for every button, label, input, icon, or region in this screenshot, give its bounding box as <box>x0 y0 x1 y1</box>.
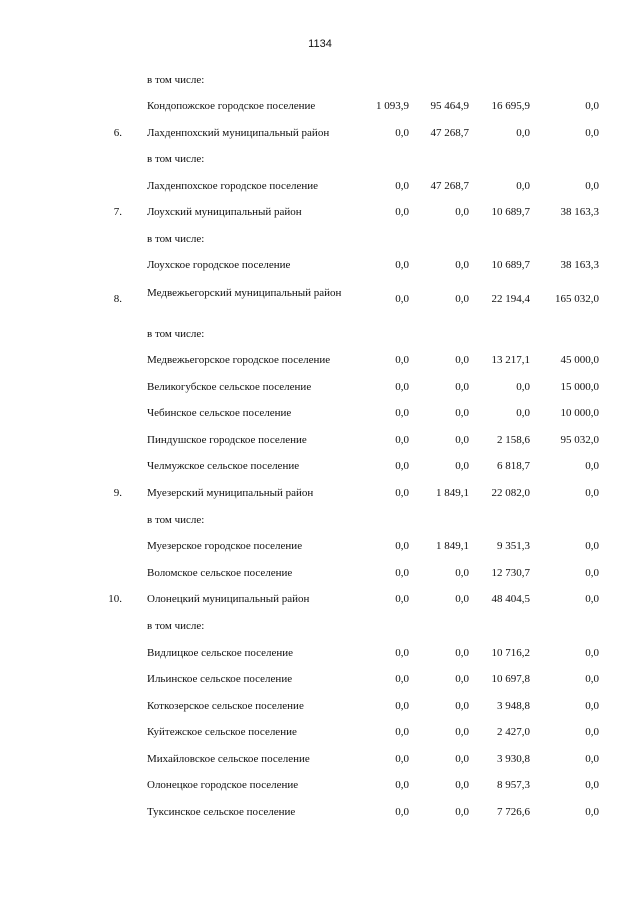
value-cell: 0,0 <box>585 460 599 472</box>
value-cell: 0,0 <box>585 487 599 499</box>
value-cell: 3 948,8 <box>497 700 530 712</box>
value-cell: 0,0 <box>395 354 409 366</box>
row-name: Лоухский муниципальный район <box>147 206 302 218</box>
row-number: 10. <box>108 593 122 605</box>
value-cell: 15 000,0 <box>560 381 599 393</box>
value-cell: 0,0 <box>395 381 409 393</box>
row-number: 6. <box>113 127 122 139</box>
value-cell: 22 194,4 <box>491 293 530 305</box>
value-cell: 0,0 <box>585 806 599 818</box>
value-cell: 0,0 <box>395 407 409 419</box>
value-cell: 0,0 <box>585 673 599 685</box>
value-cell: 0,0 <box>455 567 469 579</box>
value-cell: 22 082,0 <box>491 487 530 499</box>
value-cell: 0,0 <box>455 673 469 685</box>
value-cell: 0,0 <box>585 700 599 712</box>
row-name: Лоухское городское поселение <box>147 259 291 271</box>
value-cell: 0,0 <box>455 206 469 218</box>
value-cell: 0,0 <box>455 293 469 305</box>
value-cell: 45 000,0 <box>560 354 599 366</box>
value-cell: 0,0 <box>395 567 409 579</box>
value-cell: 0,0 <box>516 407 530 419</box>
value-cell: 0,0 <box>585 779 599 791</box>
value-cell: 38 163,3 <box>560 259 599 271</box>
value-cell: 0,0 <box>395 180 409 192</box>
value-cell: 0,0 <box>395 487 409 499</box>
row-name: Ильинское сельское поселение <box>147 673 293 685</box>
value-cell: 2 158,6 <box>497 434 530 446</box>
row-number: 9. <box>113 487 122 499</box>
value-cell: 0,0 <box>585 726 599 738</box>
value-cell: 10 697,8 <box>491 673 530 685</box>
value-cell: 0,0 <box>395 293 409 305</box>
row-name: Великогубское сельское поселение <box>147 381 312 393</box>
row-name: в том числе: <box>147 74 205 86</box>
value-cell: 0,0 <box>585 127 599 139</box>
value-cell: 0,0 <box>455 700 469 712</box>
value-cell: 9 351,3 <box>497 540 530 552</box>
row-name: Чебинское сельское поселение <box>147 407 292 419</box>
row-name: в том числе: <box>147 233 205 245</box>
value-cell: 0,0 <box>395 127 409 139</box>
value-cell: 0,0 <box>395 753 409 765</box>
value-cell: 0,0 <box>395 647 409 659</box>
value-cell: 48 404,5 <box>491 593 530 605</box>
value-cell: 13 217,1 <box>491 354 530 366</box>
value-cell: 0,0 <box>455 407 469 419</box>
value-cell: 6 818,7 <box>497 460 530 472</box>
value-cell: 0,0 <box>516 381 530 393</box>
row-name: в том числе: <box>147 153 205 165</box>
value-cell: 0,0 <box>585 567 599 579</box>
value-cell: 47 268,7 <box>430 180 469 192</box>
value-cell: 0,0 <box>395 806 409 818</box>
value-cell: 3 930,8 <box>497 753 530 765</box>
value-cell: 0,0 <box>585 647 599 659</box>
value-cell: 0,0 <box>395 460 409 472</box>
value-cell: 0,0 <box>455 806 469 818</box>
value-cell: 0,0 <box>395 726 409 738</box>
value-cell: 10 689,7 <box>491 206 530 218</box>
row-name: Олонецкое городское поселение <box>147 779 299 791</box>
value-cell: 12 730,7 <box>491 567 530 579</box>
row-name: Кондопожское городское поселение <box>147 100 316 112</box>
value-cell: 0,0 <box>585 753 599 765</box>
row-name: Коткозерское сельское поселение <box>147 700 304 712</box>
value-cell: 47 268,7 <box>430 127 469 139</box>
value-cell: 0,0 <box>585 540 599 552</box>
row-name: в том числе: <box>147 620 205 632</box>
value-cell: 1 093,9 <box>376 100 409 112</box>
row-name: Муезерское городское поселение <box>147 540 303 552</box>
row-name: Пиндушское городское поселение <box>147 434 307 446</box>
value-cell: 0,0 <box>455 593 469 605</box>
value-cell: 0,0 <box>455 434 469 446</box>
row-name: Лахденпохское городское поселение <box>147 180 318 192</box>
value-cell: 0,0 <box>455 259 469 271</box>
value-cell: 0,0 <box>395 700 409 712</box>
value-cell: 1 849,1 <box>436 540 469 552</box>
value-cell: 8 957,3 <box>497 779 530 791</box>
value-cell: 95 464,9 <box>430 100 469 112</box>
value-cell: 95 032,0 <box>560 434 599 446</box>
value-cell: 0,0 <box>395 593 409 605</box>
row-name: Воломское сельское поселение <box>147 567 293 579</box>
row-number: 7. <box>113 206 122 218</box>
value-cell: 0,0 <box>455 354 469 366</box>
value-cell: 0,0 <box>455 753 469 765</box>
value-cell: 0,0 <box>395 673 409 685</box>
value-cell: 0,0 <box>585 593 599 605</box>
value-cell: 10 000,0 <box>560 407 599 419</box>
row-name: в том числе: <box>147 514 205 526</box>
value-cell: 0,0 <box>585 100 599 112</box>
value-cell: 16 695,9 <box>491 100 530 112</box>
row-name: Олонецкий муниципальный район <box>147 593 310 605</box>
page-number: 1134 <box>308 38 332 50</box>
value-cell: 0,0 <box>516 180 530 192</box>
row-name: Видлицкое сельское поселение <box>147 647 294 659</box>
value-cell: 165 032,0 <box>555 293 599 305</box>
value-cell: 0,0 <box>455 381 469 393</box>
value-cell: 0,0 <box>455 460 469 472</box>
row-name: Медвежьегорское городское поселение <box>147 354 331 366</box>
row-name: Лахденпохский муниципальный район <box>147 127 330 139</box>
value-cell: 38 163,3 <box>560 206 599 218</box>
value-cell: 10 716,2 <box>491 647 530 659</box>
value-cell: 0,0 <box>395 779 409 791</box>
row-name: в том числе: <box>147 328 205 340</box>
row-number: 8. <box>113 293 122 305</box>
value-cell: 0,0 <box>395 540 409 552</box>
value-cell: 10 689,7 <box>491 259 530 271</box>
value-cell: 0,0 <box>516 127 530 139</box>
value-cell: 0,0 <box>395 206 409 218</box>
value-cell: 7 726,6 <box>497 806 530 818</box>
value-cell: 0,0 <box>395 434 409 446</box>
value-cell: 1 849,1 <box>436 487 469 499</box>
value-cell: 2 427,0 <box>497 726 530 738</box>
value-cell: 0,0 <box>455 726 469 738</box>
value-cell: 0,0 <box>455 647 469 659</box>
value-cell: 0,0 <box>455 779 469 791</box>
row-name: Куйтежское сельское поселение <box>147 726 297 738</box>
row-name: Медвежьегорский муниципальный район <box>147 287 342 299</box>
value-cell: 0,0 <box>395 259 409 271</box>
value-cell: 0,0 <box>585 180 599 192</box>
row-name: Челмужское сельское поселение <box>147 460 300 472</box>
row-name: Михайловское сельское поселение <box>147 753 310 765</box>
row-name: Туксинское сельское поселение <box>147 806 296 818</box>
row-name: Муезерский муниципальный район <box>147 487 314 499</box>
